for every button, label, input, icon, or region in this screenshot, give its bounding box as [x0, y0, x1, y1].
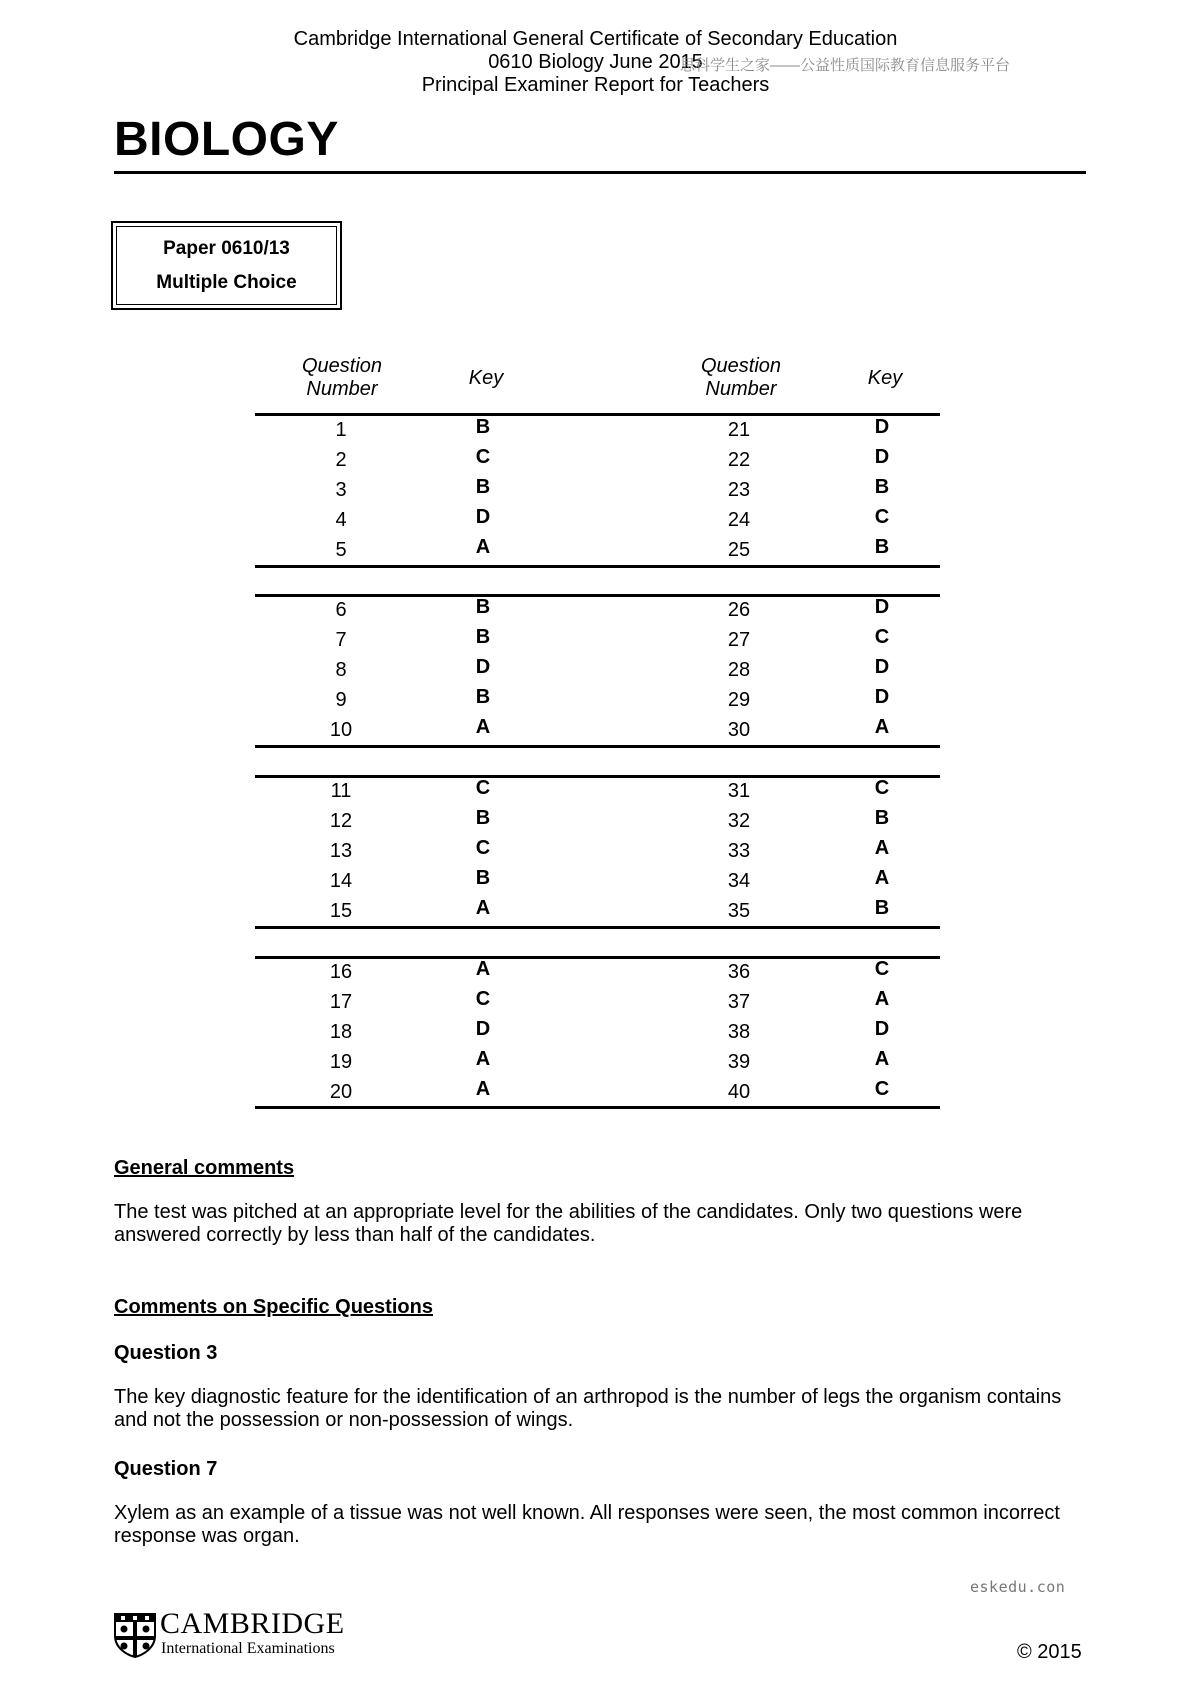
- answer-key: C: [475, 988, 491, 1010]
- header-key-left: Key: [468, 367, 504, 389]
- answer-key: D: [874, 1018, 890, 1040]
- general-comments-line: The test was pitched at an appropriate level for the abilities of the candidates. Only two questions were: [114, 1201, 1023, 1223]
- table-rule: [255, 956, 940, 959]
- question-3-heading: Question 3: [114, 1342, 218, 1364]
- question-number: 5: [335, 539, 347, 561]
- specific-comments-heading: Comments on Specific Questions: [114, 1296, 433, 1318]
- question-number: 20: [329, 1081, 353, 1103]
- header-line-1: Cambridge International General Certificate of Secondary Education: [293, 28, 898, 50]
- answer-key: D: [874, 446, 890, 468]
- answer-key: A: [475, 1078, 491, 1100]
- site-watermark: eskedu.con: [970, 1578, 1066, 1596]
- answer-key: D: [475, 1018, 491, 1040]
- question-number: 6: [335, 599, 347, 621]
- question-number: 8: [335, 659, 347, 681]
- question-number: 9: [335, 689, 347, 711]
- answer-key: D: [874, 656, 890, 678]
- question-number: 15: [329, 900, 353, 922]
- header-question-number-left: [282, 355, 402, 401]
- table-rule: [255, 745, 940, 748]
- question-number: 24: [727, 509, 751, 531]
- header-number-label: Number: [306, 378, 378, 400]
- question-number: 16: [329, 961, 353, 983]
- question-number: 40: [727, 1081, 751, 1103]
- answer-key: A: [874, 837, 890, 859]
- answer-key: B: [874, 807, 890, 829]
- question-number: 1: [335, 419, 347, 441]
- header-key-right: Key: [867, 367, 903, 389]
- question-7-line: response was organ.: [114, 1525, 300, 1547]
- answer-key: C: [874, 506, 890, 528]
- question-number: 14: [329, 870, 353, 892]
- logo-title: CAMBRIDGE: [160, 1607, 345, 1640]
- question-number: 32: [727, 810, 751, 832]
- general-comments-line: answered correctly by less than half of the candidates.: [114, 1224, 596, 1246]
- question-number: 28: [727, 659, 751, 681]
- answer-key: A: [475, 1048, 491, 1070]
- title-rule: [114, 171, 1086, 174]
- header-question-label: Question: [301, 355, 383, 377]
- answer-key: C: [475, 837, 491, 859]
- question-number: 25: [727, 539, 751, 561]
- table-rule: [255, 594, 940, 597]
- answer-key: C: [874, 777, 890, 799]
- general-comments-heading: General comments: [114, 1157, 295, 1179]
- question-number: 27: [727, 629, 751, 651]
- paper-box: [111, 221, 342, 310]
- question-number: 3: [335, 479, 347, 501]
- answer-key: B: [475, 416, 491, 438]
- answer-key: D: [874, 596, 890, 618]
- question-number: 11: [330, 780, 352, 802]
- header-number-label: Number: [705, 378, 777, 400]
- question-3-line: The key diagnostic feature for the identification of an arthropod is the number of legs the organism contains: [114, 1386, 1062, 1408]
- paper-type: Multiple Choice: [156, 271, 297, 293]
- question-number: 18: [329, 1021, 353, 1043]
- question-number: 31: [727, 780, 751, 802]
- logo-subtitle: International Examinations: [161, 1640, 335, 1657]
- question-number: 26: [727, 599, 751, 621]
- header-line-3: Principal Examiner Report for Teachers: [421, 74, 770, 96]
- answer-key: A: [874, 867, 890, 889]
- question-number: 7: [335, 629, 347, 651]
- table-rule: [255, 926, 940, 929]
- answer-key: B: [475, 476, 491, 498]
- answer-key: A: [874, 1048, 890, 1070]
- question-number: 17: [329, 991, 353, 1013]
- watermark-text: 思科学生之家——公益性质国际教育信息服务平台: [680, 57, 1011, 74]
- answer-key: A: [475, 897, 491, 919]
- question-number: 29: [727, 689, 751, 711]
- cambridge-shield-icon: [113, 1612, 157, 1658]
- answer-key: B: [475, 596, 491, 618]
- header-question-number-right: [681, 355, 801, 401]
- answer-key: B: [475, 807, 491, 829]
- answer-key: A: [475, 958, 491, 980]
- header-question-label: Question: [700, 355, 782, 377]
- answer-key: A: [475, 716, 491, 738]
- answer-key: B: [874, 897, 890, 919]
- answer-key: B: [874, 476, 890, 498]
- question-number: 36: [727, 961, 751, 983]
- question-number: 19: [329, 1051, 353, 1073]
- question-number: 21: [727, 419, 751, 441]
- answer-key: A: [874, 716, 890, 738]
- header-line-2: 0610 Biology June 2015: [488, 51, 703, 73]
- answer-key: C: [874, 958, 890, 980]
- copyright: © 2015: [1017, 1641, 1082, 1663]
- answer-key: B: [475, 626, 491, 648]
- answer-key: D: [475, 656, 491, 678]
- question-7-text: [114, 1502, 1094, 1548]
- question-7-heading: Question 7: [114, 1458, 218, 1480]
- question-number: 37: [727, 991, 751, 1013]
- table-rule: [255, 775, 940, 778]
- question-number: 38: [727, 1021, 751, 1043]
- answer-key: B: [475, 867, 491, 889]
- question-3-text: [114, 1386, 1094, 1432]
- answer-key: B: [874, 536, 890, 558]
- answer-key: D: [874, 686, 890, 708]
- question-7-line: Xylem as an example of a tissue was not well known. All responses were seen, the most common incorrect: [114, 1502, 1060, 1524]
- question-3-line: and not the possession or non-possession of wings.: [114, 1409, 574, 1431]
- paper-box-inner: [116, 226, 337, 305]
- answer-key: C: [874, 626, 890, 648]
- question-number: 4: [335, 509, 347, 531]
- answer-key: A: [475, 536, 491, 558]
- question-number: 12: [329, 810, 353, 832]
- paper-code: Paper 0610/13: [163, 237, 290, 259]
- answer-key: D: [475, 506, 491, 528]
- page-title: BIOLOGY: [114, 113, 339, 166]
- table-rule: [255, 1106, 940, 1109]
- question-number: 39: [727, 1051, 751, 1073]
- answer-key: D: [874, 416, 890, 438]
- question-number: 34: [727, 870, 751, 892]
- question-number: 23: [727, 479, 751, 501]
- question-number: 35: [727, 900, 751, 922]
- table-rule: [255, 413, 940, 416]
- answer-key: B: [475, 686, 491, 708]
- question-number: 2: [335, 449, 347, 471]
- answer-key: C: [874, 1078, 890, 1100]
- question-number: 33: [727, 840, 751, 862]
- question-number: 22: [727, 449, 751, 471]
- question-number: 30: [727, 719, 751, 741]
- answer-key: A: [874, 988, 890, 1010]
- general-comments-text: [114, 1201, 1094, 1247]
- answer-key: C: [475, 446, 491, 468]
- answer-key: C: [475, 777, 491, 799]
- table-rule: [255, 565, 940, 568]
- question-number: 13: [329, 840, 353, 862]
- question-number: 10: [329, 719, 353, 741]
